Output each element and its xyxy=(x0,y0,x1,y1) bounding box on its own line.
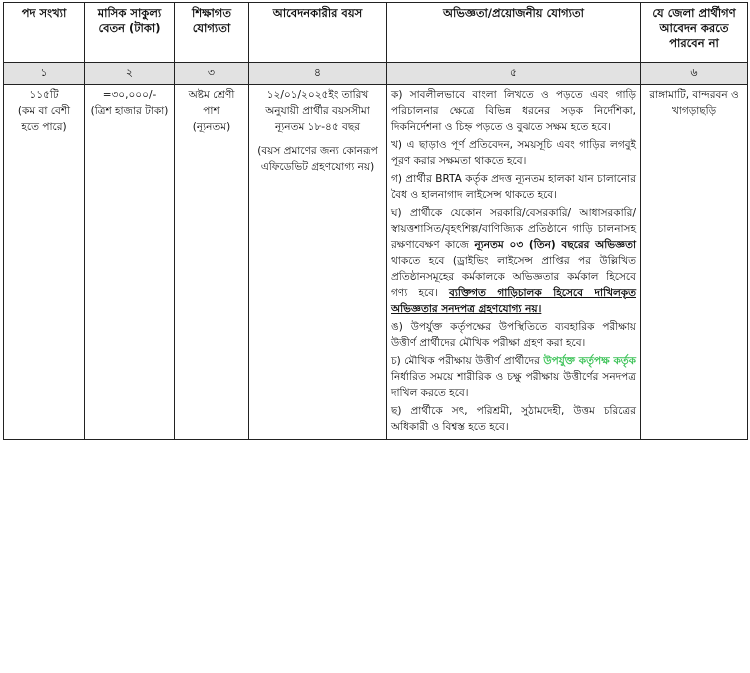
excluded-districts-cell: রাঙ্গামাটি, বান্দরবন ও খাগড়াছড়ি xyxy=(641,85,748,440)
column-number: ৩ xyxy=(175,63,249,85)
posts-cell xyxy=(4,85,85,440)
header-excluded-districts: যে জেলা প্রার্থীগণ আবেদন করতে পারবেন না xyxy=(641,3,748,63)
requirement-gha-experience: ন্যূনতম ০৩ (তিন) বছরের অভিজ্ঞতা xyxy=(474,239,637,251)
education-cell xyxy=(175,85,249,440)
requirement-umo: ঙ) উপর্যুক্ত কর্তৃপক্ষের উপস্থিতিতে ব্যবহারিক পরীক্ষায় উত্তীর্ণ প্রার্থীদের মৌখিক পরীক্ষা গ্রহণ করা হবে। xyxy=(391,321,636,349)
header-education: শিক্ষাগত যোগ্যতা xyxy=(175,3,249,63)
salary-words: (ত্রিশ হাজার টাকা) xyxy=(90,105,169,117)
column-number: ২ xyxy=(85,63,175,85)
requirement-ga: গ) প্রার্থীর BRTA কর্তৃক প্রদত্ত ন্যূনতম হালকা যান চালানোর বৈধ ও হালনাগাদ লাইসেন্স থাকতে হবে। xyxy=(391,173,636,201)
column-number: ৬ xyxy=(641,63,748,85)
salary-cell xyxy=(85,85,175,440)
column-number: ১ xyxy=(4,63,85,85)
requirement-cha-text-2: নির্ধারিত সময়ে শারীরিক ও চক্ষু পরীক্ষায় উত্তীর্ণের সনদপত্র দাখিল করতে হবে। xyxy=(391,371,636,399)
column-number: ৪ xyxy=(249,63,387,85)
column-number: ৫ xyxy=(387,63,641,85)
age-cell xyxy=(249,85,387,440)
header-salary: মাসিক সাকুল্য বেতন (টাকা) xyxy=(85,3,175,63)
column-number-row xyxy=(4,63,748,85)
header-requirements: অভিজ্ঞতা/প্রয়োজনীয় যোগ্যতা xyxy=(387,3,641,63)
table-row xyxy=(4,85,748,440)
education-level: অষ্টম শ্রেণী পাশ xyxy=(188,89,235,117)
recruitment-table xyxy=(3,2,748,440)
requirements-cell xyxy=(387,85,641,440)
header-age: আবেদনকারীর বয়স xyxy=(249,3,387,63)
requirement-gha-note: ব্যক্তিগত গাড়িচালক হিসেবে দাখিলকৃত অভিজ্ঞতার সনদপত্র গ্রহণযোগ্য নয়। xyxy=(391,287,637,315)
requirement-cha xyxy=(391,353,636,401)
requirement-gha-text-2: থাকতে হবে (ড্রাইভিং লাইসেন্স প্রাপ্তির পর উল্লিখিত প্রতিষ্ঠানসমূহের কর্মকালকে অভিজ্ঞতার কর্মকাল হিসেবে গণ্য হবে। xyxy=(391,255,636,299)
header-row xyxy=(4,3,748,63)
requirement-kha: খ) এ ছাড়াও পূর্ণ প্রতিবেদন, সময়সূচি এবং গাড়ির লগবুই পূরণ করার সক্ষমতা থাকতে হবে। xyxy=(391,139,636,167)
age-rule: ১২/০১/২০২৫ইং তারিখ অনুযায়ী প্রার্থীর বয়সসীমা ন্যূনতম ১৮-৪৫ বছর xyxy=(265,89,370,133)
requirement-gha xyxy=(391,205,636,317)
posts-note: (কম বা বেশী হতে পারে) xyxy=(17,105,71,133)
education-note: (ন্যূনতম) xyxy=(192,121,231,133)
header-posts: পদ সংখ্যা xyxy=(4,3,85,63)
posts-count: ১১৫টি xyxy=(29,89,59,101)
requirement-chha: ছ) প্রার্থীকে সৎ, পরিশ্রমী, সুঠামদেহী, উত্তম চরিত্রের অধিকারী ও বিশ্বস্ত হতে হবে। xyxy=(391,405,636,433)
salary-amount: =৩০,০০০/- xyxy=(102,89,157,101)
age-note: (বয়স প্রমাণের জন্য কোনরূপ এফিডেভিট গ্রহণযোগ্য নয়) xyxy=(257,145,378,173)
requirement-cha-text: চ) মৌখিক পরীক্ষায় উত্তীর্ণ প্রার্থীদের xyxy=(391,355,544,367)
requirement-ka: ক) সাবলীলভাবে বাংলা লিখতে ও পড়তে এবং গাড়ি পরিচালনার ক্ষেত্রে বিভিন্ন ধরনের সড়ক নির্দেশিকা, দিকনির্দেশনা ও চিহ্ন পড়তে ও বুঝতে সক্ষম হতে হবে। xyxy=(391,89,636,133)
requirement-cha-watermark: উপর্যুক্ত কর্তৃপক্ষ কর্তৃক xyxy=(543,355,637,367)
requirement-gha-text: ঘ) প্রার্থীকে যেকোন সরকারি/বেসরকারি/ আধাসরকারি/স্বায়ত্তশাসিত/বৃহৎশিল্প/বাণিজ্যিক প্রতিষ্ঠানে গাড়ি চালনাসহ রক্ষণাবেক্ষণ কাজে xyxy=(391,207,636,251)
